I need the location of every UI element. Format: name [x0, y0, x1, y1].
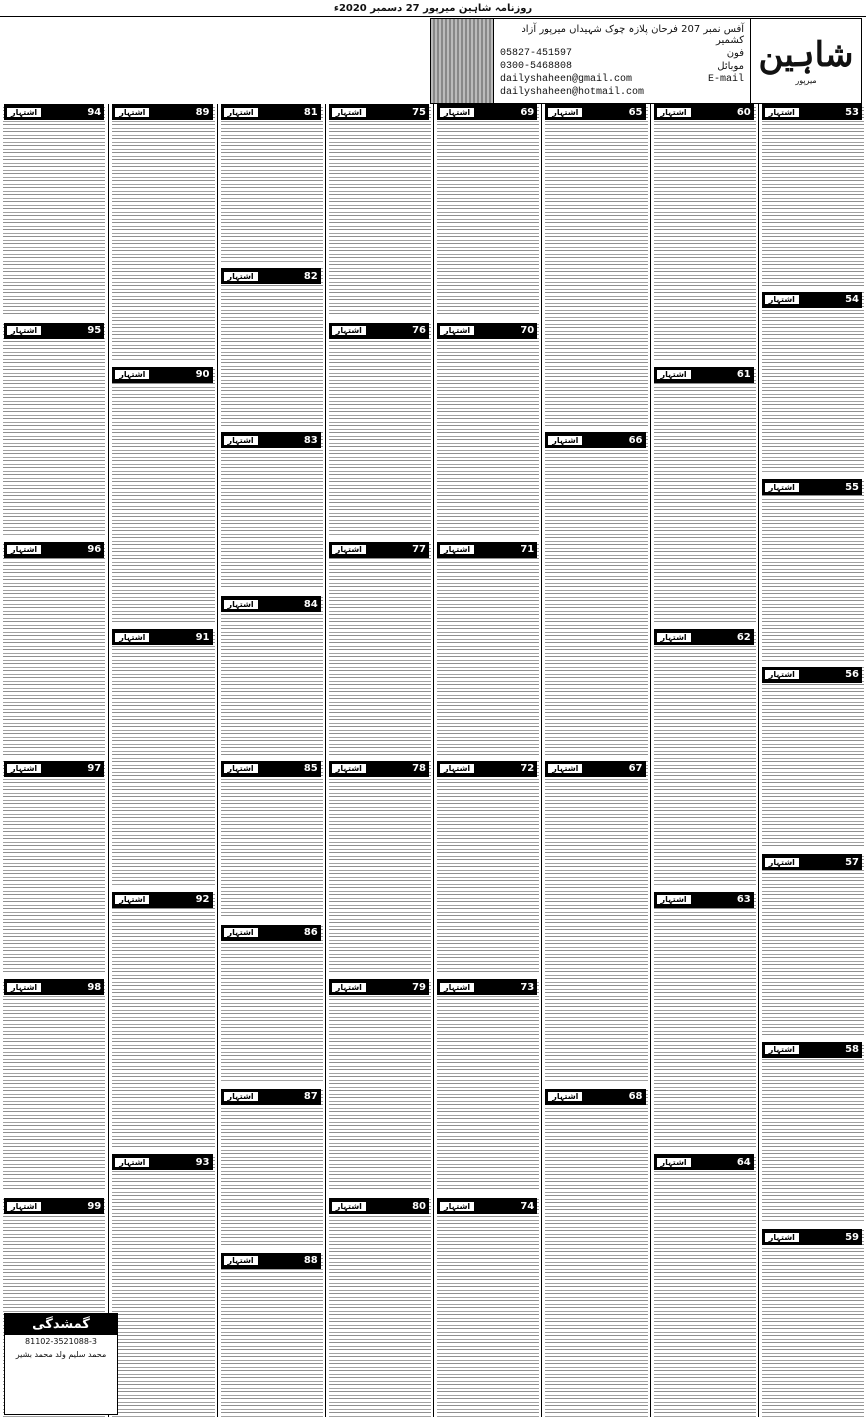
notice-label: اشتہار — [7, 1202, 41, 1211]
mobile-number: 0300-5468808 — [500, 61, 573, 72]
notice-number-badge — [545, 1089, 645, 1105]
notice-number: 89 — [195, 106, 210, 118]
column-text-block — [654, 104, 756, 1417]
missing-notice-name: محمد سلیم ولد محمد بشیر — [15, 1350, 107, 1359]
notice-number-badge — [329, 542, 429, 558]
notice-number: 66 — [628, 434, 643, 446]
notice-number: 61 — [736, 369, 751, 381]
notice-number-badge — [329, 104, 429, 120]
notice-number: 63 — [736, 894, 751, 906]
notice-number: 76 — [412, 325, 426, 337]
notice-number-badge — [112, 892, 212, 908]
notice-number-badge — [4, 761, 104, 777]
notice-label: اشتہار — [765, 483, 799, 492]
notice-label: اشتہار — [440, 326, 474, 335]
notice-number: 68 — [628, 1091, 643, 1103]
notice-label: اشتہار — [224, 272, 258, 281]
notice-label: اشتہار — [657, 108, 691, 117]
notice-number: 98 — [87, 981, 102, 993]
notice-number: 72 — [520, 763, 535, 774]
date-line: روزنامہ شاہین میرپور 27 دسمبر 2020ء — [0, 0, 866, 17]
notice-label: اشتہار — [7, 326, 41, 335]
notice-number-badge — [112, 1154, 212, 1170]
email-primary[interactable]: dailyshaheen@gmail.com — [500, 74, 633, 85]
notice-number-badge — [437, 542, 537, 558]
notice-label: اشتہار — [548, 1092, 582, 1101]
notice-number-badge — [654, 367, 754, 383]
notice-number: 62 — [736, 631, 751, 643]
notice-label: اشتہار — [765, 295, 799, 304]
notice-number-badge — [329, 323, 429, 339]
notice-label: اشتہار — [224, 1092, 258, 1101]
notice-number-badge — [221, 925, 321, 941]
notice-number-badge — [762, 1229, 862, 1245]
notice-label: اشتہار — [657, 370, 691, 379]
notice-number-badge — [762, 104, 862, 120]
notice-number-badge — [221, 104, 321, 120]
masthead-logo — [750, 19, 861, 103]
notice-number: 78 — [412, 763, 426, 774]
notice-label: اشتہار — [657, 895, 691, 904]
notice-number: 73 — [520, 981, 535, 993]
notice-number-badge — [545, 761, 645, 777]
notice-number: 97 — [87, 763, 102, 774]
notice-label: اشتہار — [440, 764, 474, 773]
office-address: آفس نمبر 207 فرحان پلازہ چوک شہیداں میرپور آزاد کشمیر — [521, 24, 744, 46]
notice-number: 90 — [195, 369, 210, 381]
notice-label: اشتہار — [765, 670, 799, 679]
notice-number-badge — [4, 979, 104, 995]
notice-label: اشتہار — [332, 764, 366, 773]
notice-label: اشتہار — [7, 545, 41, 554]
notice-number: 56 — [845, 669, 859, 681]
notice-number: 70 — [520, 325, 535, 337]
notice-label: اشتہار — [224, 1256, 258, 1265]
notice-label: اشتہار — [765, 1233, 799, 1242]
notice-number-badge — [762, 479, 862, 495]
notice-number-badge — [4, 1198, 104, 1214]
notice-number: 77 — [412, 544, 426, 556]
notice-label: اشتہار — [332, 545, 366, 554]
notice-label: اشتہار — [224, 436, 258, 445]
masthead-contact — [494, 19, 750, 103]
notice-number-badge — [654, 104, 754, 120]
notice-label: اشتہار — [115, 633, 149, 642]
masthead-photo — [431, 19, 494, 103]
notice-label: اشتہار — [440, 545, 474, 554]
missing-notice-id: 81102-3521088-3 — [25, 1337, 97, 1346]
notice-number: 60 — [736, 106, 751, 118]
notice-number: 80 — [412, 1200, 426, 1212]
news-column — [650, 104, 759, 1417]
notice-number: 64 — [736, 1156, 751, 1168]
notice-number: 53 — [845, 106, 859, 118]
notice-number-badge — [112, 367, 212, 383]
notice-number-badge — [437, 761, 537, 777]
notice-number-badge — [437, 1198, 537, 1214]
notice-label: اشتہار — [440, 108, 474, 117]
notice-label: اشتہار — [115, 108, 149, 117]
notice-number: 99 — [87, 1200, 102, 1212]
notice-label: اشتہار — [765, 858, 799, 867]
notice-label: اشتہار — [224, 764, 258, 773]
notice-number: 58 — [845, 1044, 859, 1056]
notice-number-badge — [4, 104, 104, 120]
notice-number-badge — [221, 761, 321, 777]
notice-number-badge — [654, 892, 754, 908]
notice-label: اشتہار — [224, 928, 258, 937]
notice-label: اشتہار — [7, 108, 41, 117]
notice-number: 69 — [520, 106, 535, 118]
email-secondary[interactable]: dailyshaheen@hotmail.com — [500, 87, 645, 98]
notice-label: اشتہار — [7, 983, 41, 992]
notice-label: اشتہار — [332, 1202, 366, 1211]
notice-label: اشتہار — [657, 633, 691, 642]
notice-number-badge — [762, 854, 862, 870]
notice-number: 79 — [412, 981, 426, 993]
mobile-label: موبائل — [717, 61, 744, 72]
notice-label: اشتہار — [548, 764, 582, 773]
notice-number-badge — [221, 1253, 321, 1269]
notice-label: اشتہار — [332, 983, 366, 992]
notice-number: 85 — [303, 763, 318, 774]
email-label: E-mail — [707, 74, 744, 85]
masthead — [430, 18, 862, 104]
notice-number-badge — [437, 104, 537, 120]
notice-number-badge — [437, 979, 537, 995]
notice-label: اشتہار — [115, 895, 149, 904]
notice-number-badge — [221, 1089, 321, 1105]
notice-number-badge — [545, 104, 645, 120]
notice-number: 93 — [195, 1156, 210, 1168]
notice-number: 83 — [303, 434, 318, 446]
notice-number-badge — [545, 432, 645, 448]
notice-label: اشتہار — [765, 108, 799, 117]
notice-number-badge — [762, 292, 862, 308]
notice-number: 67 — [628, 763, 643, 774]
paper-subtitle: میرپور — [795, 75, 817, 85]
notice-number: 82 — [303, 270, 318, 282]
notice-number-badge — [654, 1154, 754, 1170]
notice-number: 65 — [628, 106, 643, 118]
notice-label: اشتہار — [332, 108, 366, 117]
notice-number-badge — [329, 761, 429, 777]
notice-number-badge — [221, 268, 321, 284]
notice-label: اشتہار — [224, 600, 258, 609]
notice-number-badge — [329, 1198, 429, 1214]
notice-number: 74 — [520, 1200, 535, 1212]
notice-number-badge — [221, 432, 321, 448]
notice-label: اشتہار — [548, 436, 582, 445]
notice-number-badge — [4, 542, 104, 558]
notice-label: اشتہار — [440, 983, 474, 992]
notice-label: اشتہار — [224, 108, 258, 117]
phone-label: فون — [726, 48, 744, 59]
notice-label: اشتہار — [115, 370, 149, 379]
notice-number: 95 — [87, 325, 102, 337]
missing-person-notice — [4, 1313, 118, 1415]
notice-number: 86 — [303, 927, 318, 939]
missing-notice-heading: گمشدگی — [5, 1314, 117, 1335]
notice-number-badge — [221, 596, 321, 612]
notice-number-badge — [4, 323, 104, 339]
notice-number: 71 — [520, 544, 535, 556]
paper-title: شاہین — [758, 34, 854, 75]
notice-number-badge — [437, 323, 537, 339]
notice-number: 88 — [303, 1255, 318, 1267]
notice-number: 84 — [303, 598, 318, 610]
notice-number: 96 — [87, 544, 102, 556]
notice-number: 59 — [845, 1231, 859, 1243]
notice-number-badge — [112, 104, 212, 120]
notice-number: 87 — [303, 1091, 318, 1103]
phone-number: 05827-451597 — [500, 48, 573, 59]
notice-number-badge — [329, 979, 429, 995]
notice-label: اشتہار — [657, 1158, 691, 1167]
notice-number: 55 — [845, 481, 859, 493]
notice-label: اشتہار — [115, 1158, 149, 1167]
notice-label: اشتہار — [332, 326, 366, 335]
notice-number: 57 — [845, 856, 859, 868]
notice-number: 75 — [412, 106, 426, 118]
notice-number: 54 — [845, 294, 859, 306]
notice-label: اشتہار — [548, 108, 582, 117]
news-column — [108, 104, 217, 1417]
column-text-block — [112, 104, 214, 1417]
notice-number: 81 — [303, 106, 318, 118]
notice-number-badge — [654, 629, 754, 645]
notice-number: 92 — [195, 894, 210, 906]
notice-label: اشتہار — [765, 1045, 799, 1054]
notice-label: اشتہار — [7, 764, 41, 773]
notice-number-badge — [762, 667, 862, 683]
notice-number: 91 — [195, 631, 210, 643]
notice-label: اشتہار — [440, 1202, 474, 1211]
notice-number-badge — [762, 1042, 862, 1058]
notice-number-badge — [112, 629, 212, 645]
notice-number: 94 — [87, 106, 102, 118]
